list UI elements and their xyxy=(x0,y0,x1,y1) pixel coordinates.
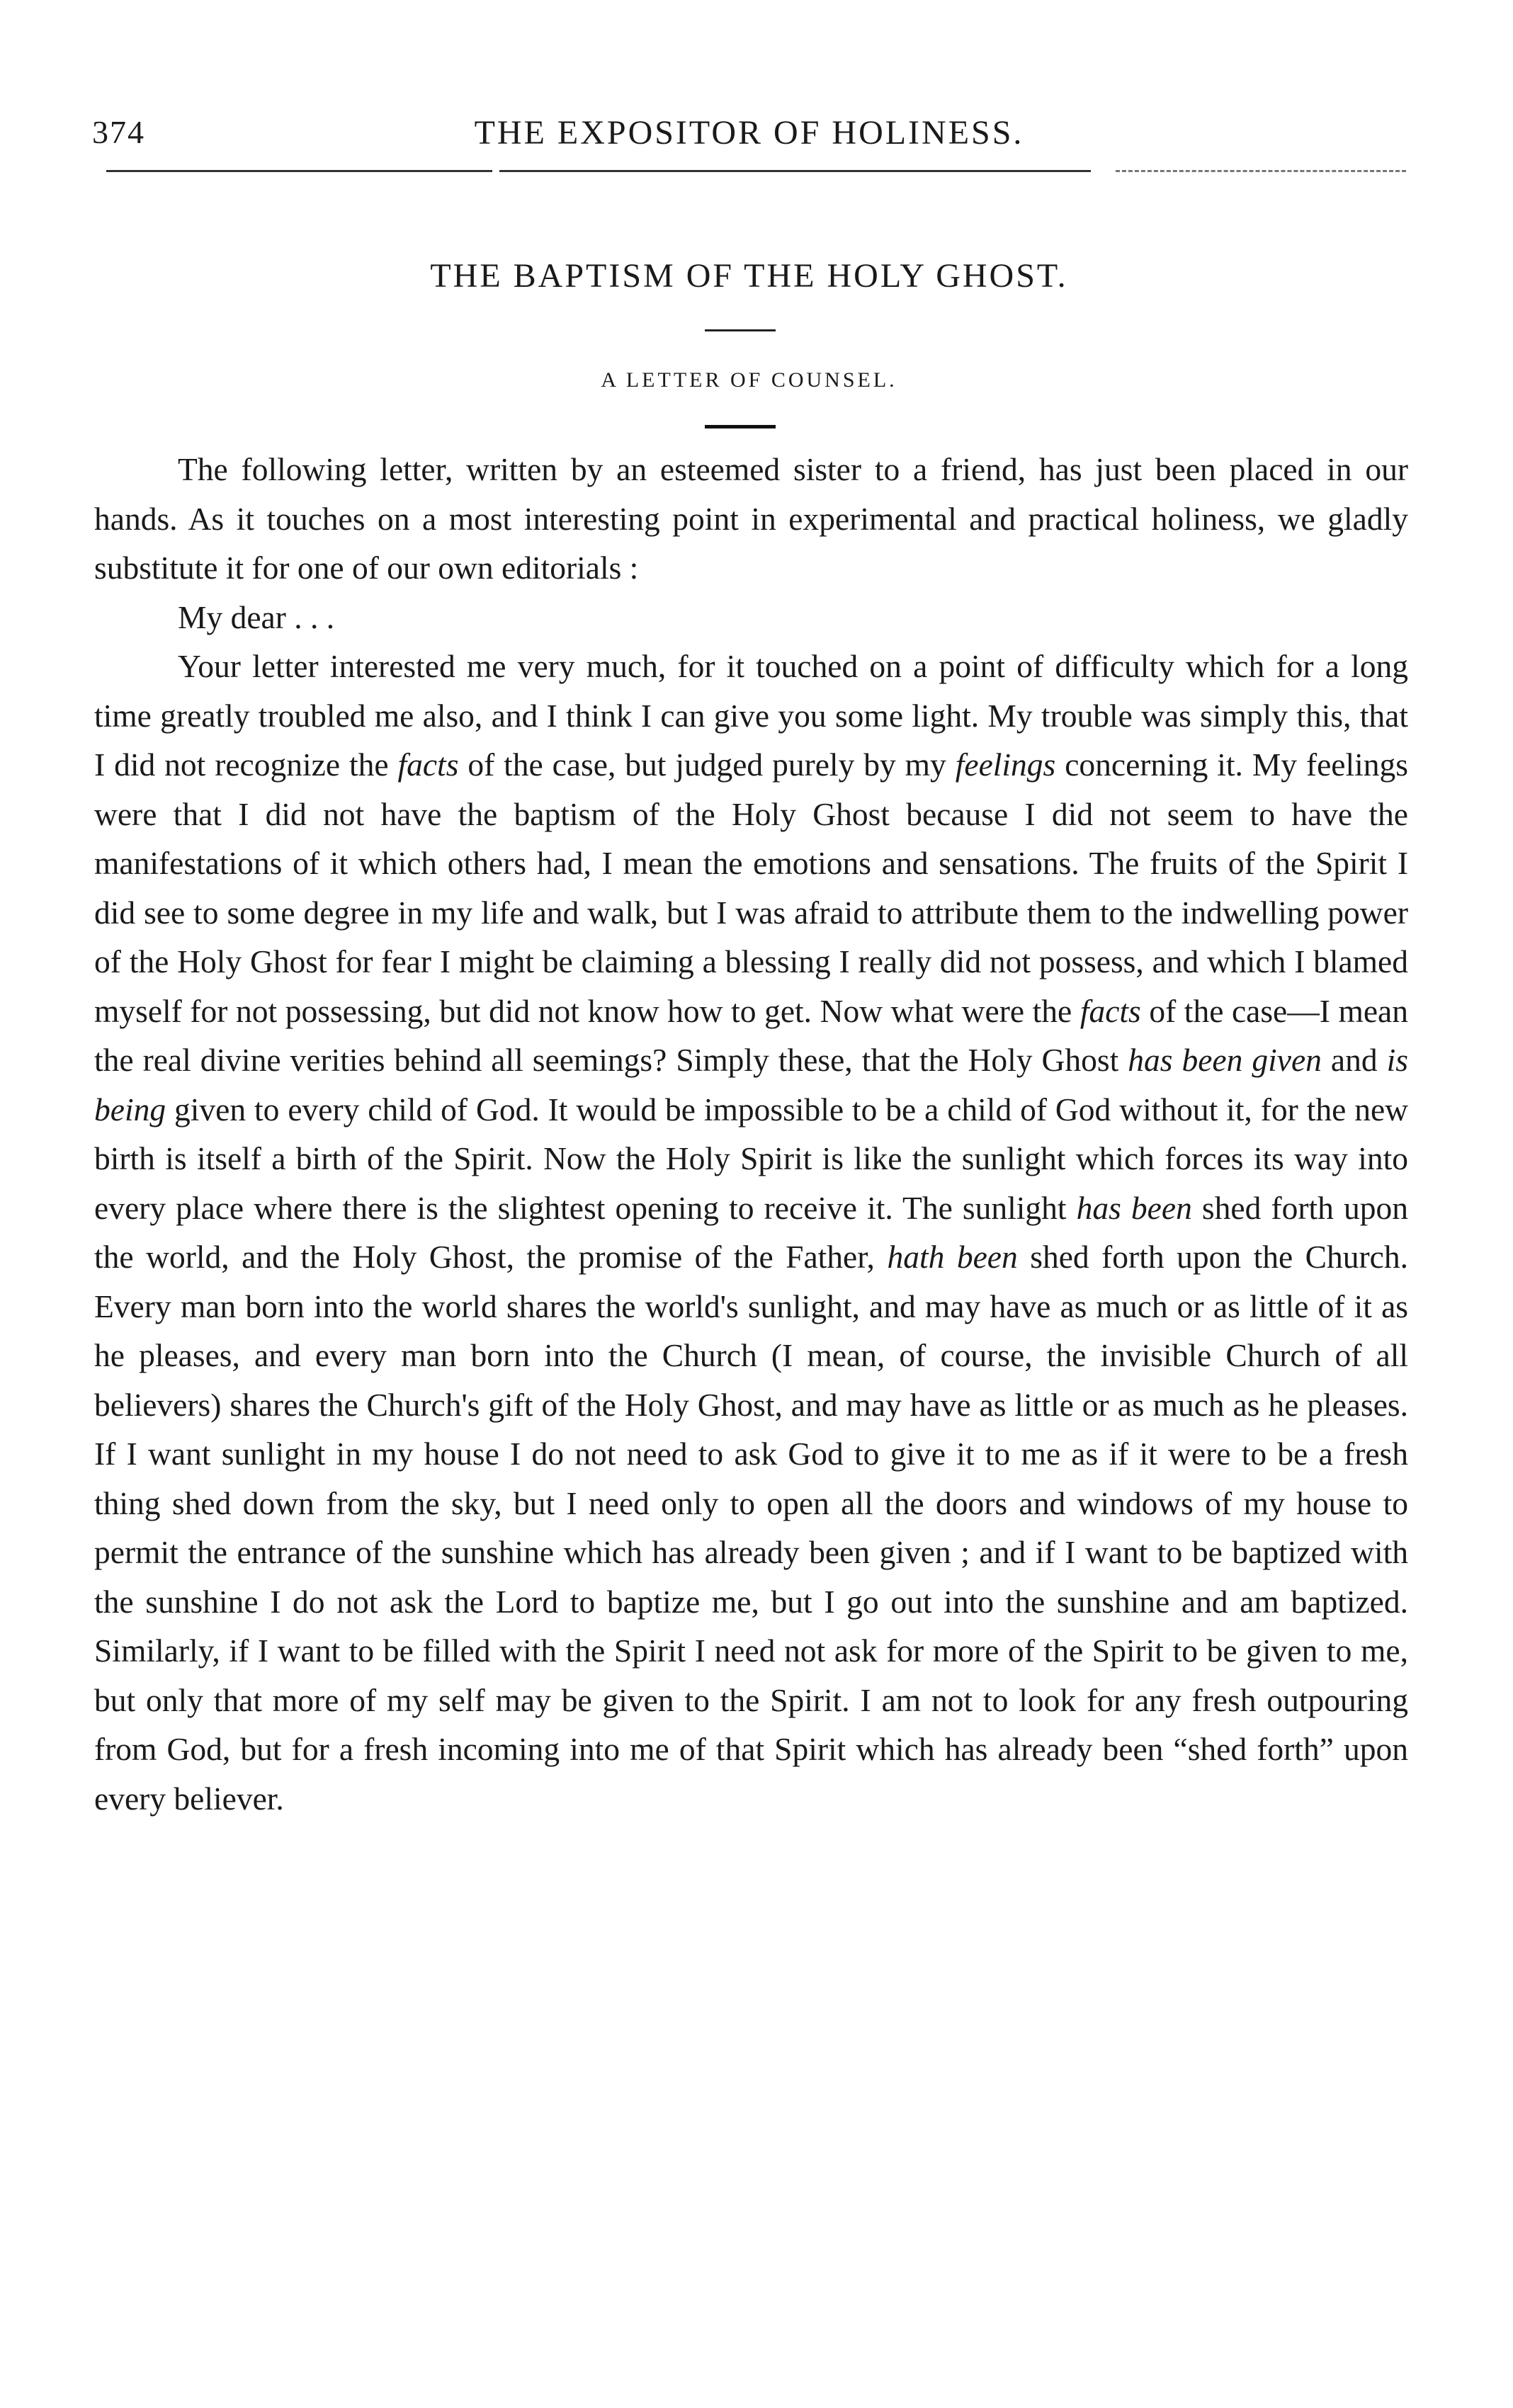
subtitle-divider xyxy=(705,425,776,428)
header-rule xyxy=(499,170,1091,172)
letter-paragraph xyxy=(94,642,1408,1823)
letter-text: concerning it. My feelings were that I did not have the baptism of the Holy Ghost because I did not seem to have the manifestations of it which others had, I mean the emotions and sensations. The fruits of the Spirit I did see to some degree in my life and walk, but I was afraid to attribute them to the indwelling power of the Holy Ghost for fear I might be claiming a blessing I really did not possess, and which I blamed myself for not possessing, but did not know how to get. Now what were the xyxy=(94,746,1408,1029)
emphasis-text: hath been xyxy=(887,1239,1018,1275)
header-rule xyxy=(106,170,492,172)
salutation: My dear . . . xyxy=(178,598,335,635)
emphasis-text: facts xyxy=(397,746,459,783)
letter-text: shed forth upon the Church. Every man born into the world shares the world's sunlight, and may have as much or as little of it as he pleases, and every man born into the Church (I mean, of course, the invisible Church of all believers) shares the Church's gift of the Holy Ghost, and may have as little or as much as he pleases. If I want sunlight in my house I do not need to ask God to give it to me as if it were to be a fresh thing shed down from the sky, but I need only to open all the doors and windows of my house to permit the entrance of the sunshine which has already been given ; and if I want to be baptized with the sunshine I do not ask the Lord to baptize me, but I go out into the sunshine and am baptized. Similarly, if I want to be filled with the Spirit I need not ask for more of the Spirit to be given to me, but only that more of my self may be given to the Spirit. I am not to look for any fresh outpouring from God, but for a fresh incoming into me of that Spirit which has already been “shed forth” upon every believer. xyxy=(94,1239,1408,1817)
letter-text: Your letter interested me very much, for it touched on a point of difficulty which for a long time greatly troubled me also, and I think I can give you some light. My trouble was simply this, that I did not recognize the xyxy=(94,648,1408,783)
letter-text: of the case, but judged purely by my xyxy=(458,746,956,783)
article-title: THE BAPTISM OF THE HOLY GHOST. xyxy=(430,257,1068,295)
letter-text: of the case—I mean the real divine verities behind all seemings? Simply these, that the Holy Ghost xyxy=(94,992,1409,1078)
letter-text: and xyxy=(1321,1042,1387,1078)
emphasis-text: is being xyxy=(94,1042,1408,1128)
article-subtitle: A LETTER OF COUNSEL. xyxy=(601,368,897,392)
running-title: THE EXPOSITOR OF HOLINESS. xyxy=(474,114,1024,152)
letter-text: shed forth upon the world, and the Holy Ghost, the promise of the Father, xyxy=(94,1189,1408,1275)
emphasis-text: has been xyxy=(1076,1189,1192,1226)
emphasis-text: has been given xyxy=(1128,1042,1322,1078)
article-body xyxy=(94,445,1408,1823)
letter-text: given to every child of God. It would be impossible to be a child of God without it, for the new birth is itself a birth of the Spirit. Now the Holy Spirit is like the sunlight which forces its way into every place where there is the slightest opening to receive it. The sunlight xyxy=(94,1091,1408,1226)
page-number: 374 xyxy=(92,114,145,150)
header-rule xyxy=(1116,170,1406,172)
running-head xyxy=(92,106,1406,163)
emphasis-text: feelings xyxy=(955,746,1056,783)
emphasis-text: facts xyxy=(1080,992,1141,1029)
title-divider xyxy=(705,329,776,331)
intro-paragraph: The following letter, written by an esteemed sister to a friend, has just been placed in our hands. As it touches on a most interesting point in experimental and practical holiness, we gladly substitute it for one of our own editorials : xyxy=(94,451,1408,586)
